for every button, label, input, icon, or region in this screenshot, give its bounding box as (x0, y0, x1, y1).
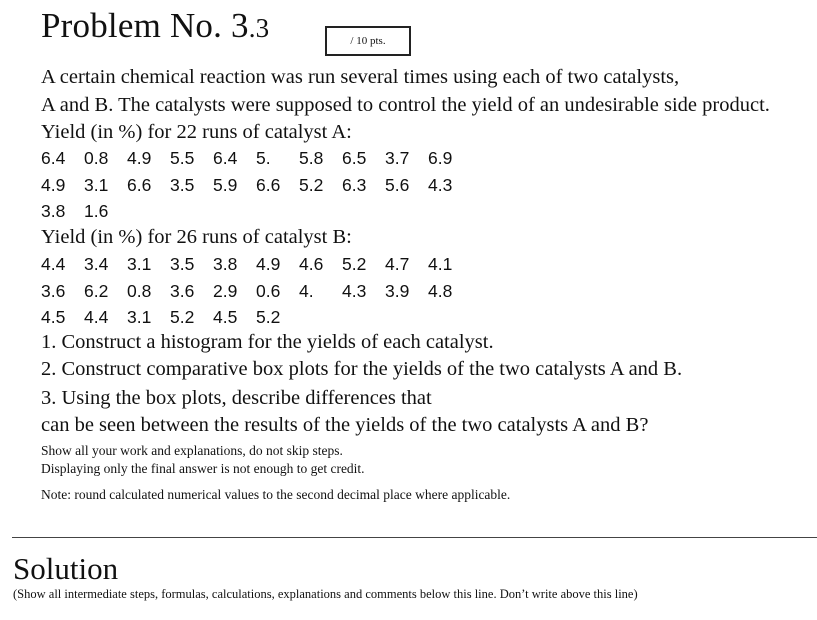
data-value: 5.2 (342, 254, 367, 274)
data-value: 4.8 (428, 281, 453, 301)
data-value: 4.3 (342, 281, 367, 301)
task-2: 2. Construct comparative box plots for the yields of the two catalysts A and B. (41, 358, 683, 380)
data-value: 4.5 (41, 307, 66, 327)
data-value: 5.5 (170, 148, 195, 168)
intro-line-2: A and B. The catalysts were supposed to control the yield of an undesirable side product. (41, 94, 770, 116)
intro-line-1: A certain chemical reaction was run several times using each of two catalysts, (41, 66, 680, 88)
data-value: 4.9 (41, 175, 66, 195)
data-value: 4.4 (41, 254, 66, 274)
data-value: 4.1 (428, 254, 453, 274)
task-3-line-1: 3. Using the box plots, describe differences that (41, 387, 432, 409)
task-1: 1. Construct a histogram for the yields of each catalyst. (41, 331, 494, 353)
data-value: 5.8 (299, 148, 324, 168)
data-value: 3.8 (41, 201, 66, 221)
data-value: 3.9 (385, 281, 410, 301)
rounding-note: Note: round calculated numerical values to the second decimal place where applicable. (41, 487, 511, 502)
data-value: 3.7 (385, 148, 410, 168)
data-value: 2.9 (213, 281, 238, 301)
data-value: 6.9 (428, 148, 453, 168)
points-box (325, 26, 411, 56)
data-value: 5. (256, 148, 271, 168)
solution-heading: Solution (13, 551, 119, 586)
catalyst-b-label: Yield (in %) for 26 runs of catalyst B: (41, 226, 352, 248)
data-value: 4.9 (127, 148, 152, 168)
data-value: 0.6 (256, 281, 281, 301)
data-value: 6.3 (342, 175, 367, 195)
solution-instruction: (Show all intermediate steps, formulas, calculations, explanations and comments below this line. Don’t write above this line) (13, 587, 638, 601)
data-value: 3.4 (84, 254, 109, 274)
data-value: 5.6 (385, 175, 410, 195)
catalyst-b-row-1 (41, 252, 561, 276)
data-value: 3.5 (170, 175, 195, 195)
data-value: 1.6 (84, 201, 109, 221)
data-value: 3.1 (127, 307, 152, 327)
catalyst-a-row-3 (41, 199, 561, 223)
data-value: 3.1 (84, 175, 109, 195)
data-value: 5.2 (170, 307, 195, 327)
problem-title-suffix: .3 (248, 13, 270, 43)
data-value: 0.8 (84, 148, 109, 168)
data-value: 3.1 (127, 254, 152, 274)
data-value: 4.3 (428, 175, 453, 195)
data-value: 3.8 (213, 254, 238, 274)
catalyst-b-row-3 (41, 305, 561, 329)
data-value: 4.6 (299, 254, 324, 274)
data-value: 3.6 (41, 281, 66, 301)
data-value: 4.5 (213, 307, 238, 327)
instruction-show-work: Show all your work and explanations, do not skip steps. (41, 443, 343, 458)
data-value: 6.4 (41, 148, 66, 168)
data-value: 4.9 (256, 254, 281, 274)
data-value: 6.2 (84, 281, 109, 301)
problem-title (41, 6, 269, 46)
data-value: 5.2 (299, 175, 324, 195)
data-value: 0.8 (127, 281, 152, 301)
data-value: 6.6 (256, 175, 281, 195)
data-value: 5.2 (256, 307, 281, 327)
catalyst-b-row-2 (41, 279, 561, 303)
data-value: 4. (299, 281, 314, 301)
data-value: 6.4 (213, 148, 238, 168)
catalyst-a-row-2 (41, 173, 561, 197)
instruction-final-answer: Displaying only the final answer is not enough to get credit. (41, 461, 365, 476)
data-value: 5.9 (213, 175, 238, 195)
data-value: 6.6 (127, 175, 152, 195)
catalyst-a-row-1 (41, 146, 561, 170)
data-value: 3.6 (170, 281, 195, 301)
task-3-line-2: can be seen between the results of the yields of the two catalysts A and B? (41, 414, 649, 436)
catalyst-a-label: Yield (in %) for 22 runs of catalyst A: (41, 121, 352, 143)
data-value: 3.5 (170, 254, 195, 274)
data-value: 4.7 (385, 254, 410, 274)
data-value: 4.4 (84, 307, 109, 327)
data-value: 6.5 (342, 148, 367, 168)
problem-title-main: Problem No. 3 (41, 6, 249, 45)
points-label: / 10 pts. (350, 35, 386, 47)
solution-divider (12, 537, 817, 538)
